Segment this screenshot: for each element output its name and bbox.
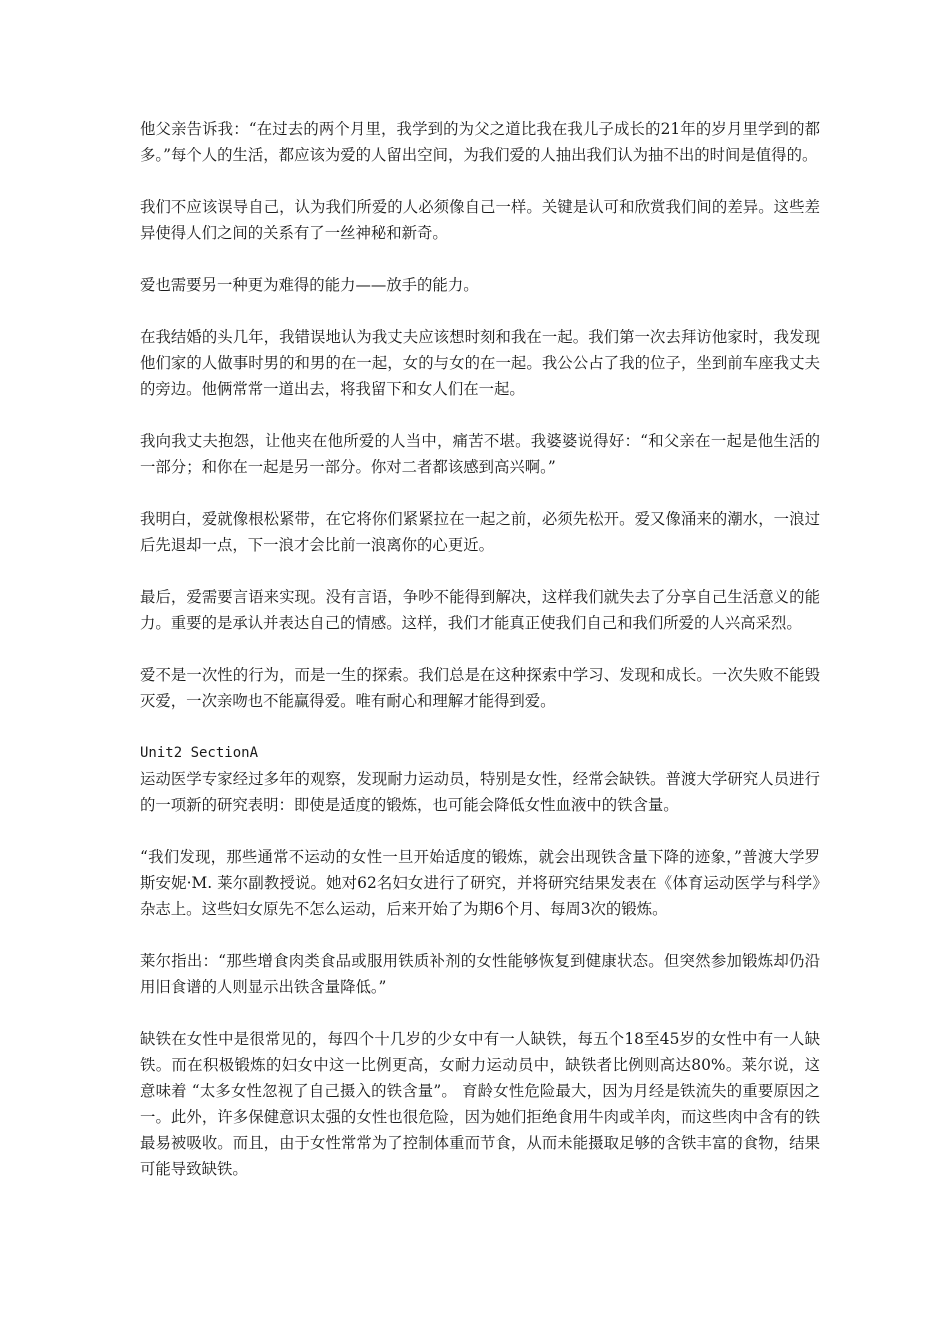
paragraph-differences: 我们不应该误导自己，认为我们所爱的人必须像自己一样。关键是认可和欣赏我们间的差异。这些差异使得人们之间的关系有了一丝神秘和新奇。 <box>140 198 820 242</box>
paragraph-father-quote: 他父亲告诉我：“在过去的两个月里，我学到的为父之道比我在我儿子成长的21年的岁月里学到的都多。”每个人的生活，都应该为爱的人留出空间，为我们爱的人抽出我们认为抽不出的时间是值得的。 <box>140 120 820 164</box>
paragraph-purdue-study: “我们发现，那些通常不运动的女性一旦开始适度的锻炼，就会出现铁含量下降的迹象，”普渡大学罗斯安妮·M. 莱尔副教授说。她对62名妇女进行了研究，并将研究结果发表在《体育运动医学与科学》杂志上。这些妇女原先不怎么运动，后来开始了为期6个月、每周3次的锻炼。 <box>140 848 820 918</box>
unit-section-heading: Unit2 SectionA <box>140 745 259 761</box>
paragraph-elastic-band: 我明白，爱就像根松紧带，在它将你们紧紧拉在一起之前，必须先松开。爱又像涌来的潮水，一浪过后先退却一点，下一浪才会比前一浪离你的心更近。 <box>140 510 820 554</box>
paragraph-lyle-quote: 莱尔指出：“那些增食肉类食品或服用铁质补剂的女性能够恢复到健康状态。但突然参加锻炼却仍沿用旧食谱的人则显示出铁含量降低。” <box>140 952 820 996</box>
paragraph-early-marriage: 在我结婚的头几年，我错误地认为我丈夫应该想时刻和我在一起。我们第一次去拜访他家时，我发现他们家的人做事时男的和男的在一起，女的与女的在一起。我公公占了我的位子，坐到前车座我丈夫的旁边。他俩常常一道出去，将我留下和女人们在一起。 <box>140 328 820 398</box>
paragraph-iron-deficiency-intro: 运动医学专家经过多年的观察，发现耐力运动员，特别是女性，经常会缺铁。普渡大学研究人员进行的一项新的研究表明：即使是适度的锻炼，也可能会降低女性血液中的铁含量。 <box>140 770 820 814</box>
paragraph-complaint: 我向我丈夫抱怨，让他夹在他所爱的人当中，痛苦不堪。我婆婆说得好：“和父亲在一起是他生活的一部分；和你在一起是另一部分。你对二者都该感到高兴啊。” <box>140 432 820 476</box>
paragraph-iron-statistics: 缺铁在女性中是很常见的，每四个十几岁的少女中有一人缺铁，每五个18至45岁的女性中有一人缺铁。而在积极锻炼的妇女中这一比例更高，女耐力运动员中，缺铁者比例则高达80%。莱尔说，这意味着 “太多女性忽视了自己摄入的铁含量”。 育龄女性危险最大，因为月经是铁流失的重要原因之一。此外，许多保健意识太强的女性也很危险，因为她们拒绝食用牛肉或羊肉，而这些肉中含有的铁最易被吸收。而且，由于女性常常为了控制体重而节食，从而未能摄取足够的含铁丰富的食物，结果可能导致缺铁。 <box>140 1030 820 1178</box>
paragraph-words: 最后，爱需要言语来实现。没有言语，争吵不能得到解决，这样我们就失去了分享自己生活意义的能力。重要的是承认并表达自己的情感。这样，我们才能真正使我们自己和我们所爱的人兴高采烈。 <box>140 588 820 632</box>
document-body <box>140 116 820 1182</box>
paragraph-lifelong-exploration: 爱不是一次性的行为，而是一生的探索。我们总是在这种探索中学习、发现和成长。一次失败不能毁灭爱，一次亲吻也不能赢得爱。唯有耐心和理解才能得到爱。 <box>140 666 820 710</box>
paragraph-letting-go: 爱也需要另一种更为难得的能力——放手的能力。 <box>140 276 479 294</box>
